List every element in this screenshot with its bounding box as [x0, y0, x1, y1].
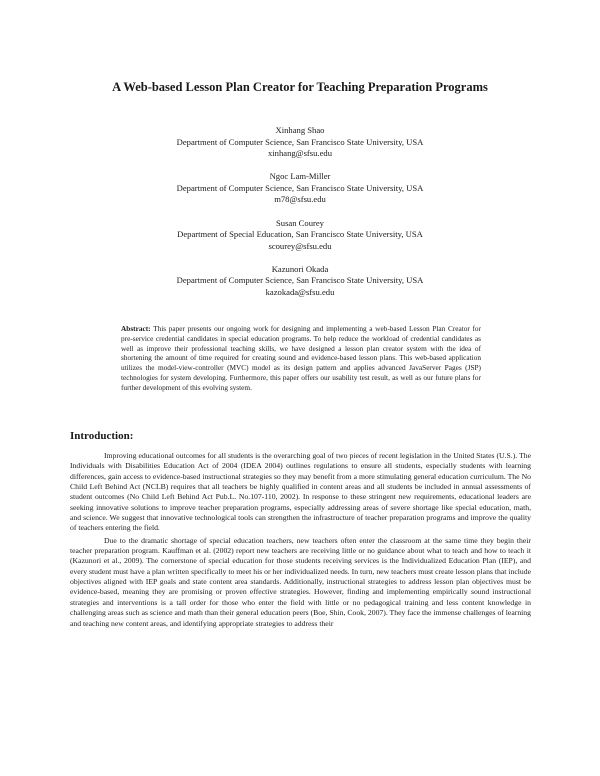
section-heading: Introduction:	[70, 430, 134, 442]
author-affiliation: Department of Computer Science, San Francisco State University, USA	[176, 275, 424, 286]
author-name: Susan Courey	[276, 217, 324, 228]
author-block	[0, 125, 600, 160]
author-email: m78@sfsu.edu	[274, 194, 326, 205]
author-affiliation: Department of Special Education, San Francisco State University, USA	[177, 229, 423, 240]
author-block	[0, 264, 600, 299]
paper-title: A Web-based Lesson Plan Creator for Teaching Preparation Programs	[112, 80, 488, 94]
author-list	[0, 125, 600, 310]
author-email: kazokada@sfsu.edu	[265, 287, 335, 298]
paragraph: Improving educational outcomes for all students is the overarching goal of two pieces of recent legislation in the United States (U.S.). The Individuals with Disabilities Education Act of 2004 (IDEA 2004) outlines regulations to ensure all students, especially students with learning differences, gain access to evidence-based instructional strategies so they may benefit from a more stimulating general education curriculum. The No Child Left Behind Act (NCLB) requires that all teachers be highly qualified in content areas and all students be included in annual assessments of student outcomes (No Child Left Behind Act Pub.L. No.107-110, 2002). In response to these stringent new requirements, educational leaders are seeking innovative solutions to improve teacher preparation programs, especially addressing areas of severe shortage like special education, math, and science. We suggest that innovative technological tools can strengthen the infrastructure of teacher preparation programs and improve the quality of teachers entering the field.	[70, 451, 531, 533]
author-name: Xinhang Shao	[275, 125, 325, 135]
paragraph: Due to the dramatic shortage of special education teachers, new teachers often enter the classroom at the same time they begin their teacher preparation program. Kauffman et al. (2002) report new teachers are receiving little or no guidance about what to teach and how to teach it (Kazunori et al., 2009). The cornerstone of special education for those students receiving services is the Individualized Education Plan (IEP), and every student must have a plan written specifically to meet his or her individualized needs. In turn, new teachers must create lesson plans that include objectives aligned with IEP goals and state content area standards. Additionally, instructional strategies to address lesson plan objectives must be evidence-based, meaning they are promising or proven effective strategies. However, finding and implementing empirically sound instructional strategies and interventions is a tall order for those who enter the field with little or no pedagogical training and less content knowledge in challenging areas such as science and math than their general education peers (Boe, Shin, Cook, 2007). They face the immense challenges of learning and teaching new content areas, and identifying appropriate strategies to address their	[70, 535, 531, 628]
author-name: Ngoc Lam-Miller	[269, 171, 331, 182]
author-email: xinhang@sfsu.edu	[267, 148, 332, 159]
abstract	[121, 324, 481, 393]
introduction-body	[70, 451, 531, 631]
author-affiliation: Department of Computer Science, San Francisco State University, USA	[176, 182, 424, 193]
author-name: Kazunori Okada	[271, 263, 329, 274]
author-block	[0, 218, 600, 253]
abstract-label: Abstract:	[121, 324, 151, 333]
author-email: scourey@sfsu.edu	[268, 240, 332, 251]
author-block	[0, 171, 600, 206]
author-affiliation: Department of Computer Science, San Francisco State University, USA	[176, 136, 424, 147]
abstract-text: This paper presents our ongoing work for designing and implementing a web-based Lesson Plan Creator for pre-service credential candidates in special education programs. To help reduce the workload of credential candidates as well as improve their professional teaching skills, we have designed a lesson plan creator system with the idea of shortening the amount of time required for creating sound and evidence-based lesson plans. This web-based application utilizes the model-view-controller (MVC) model as its design pattern and applies advanced JavaServer Pages (JSP) technologies for system developing. Furthermore, this paper offers our usability test result, as well as our future plans for further development of this evolving system.	[121, 324, 482, 392]
